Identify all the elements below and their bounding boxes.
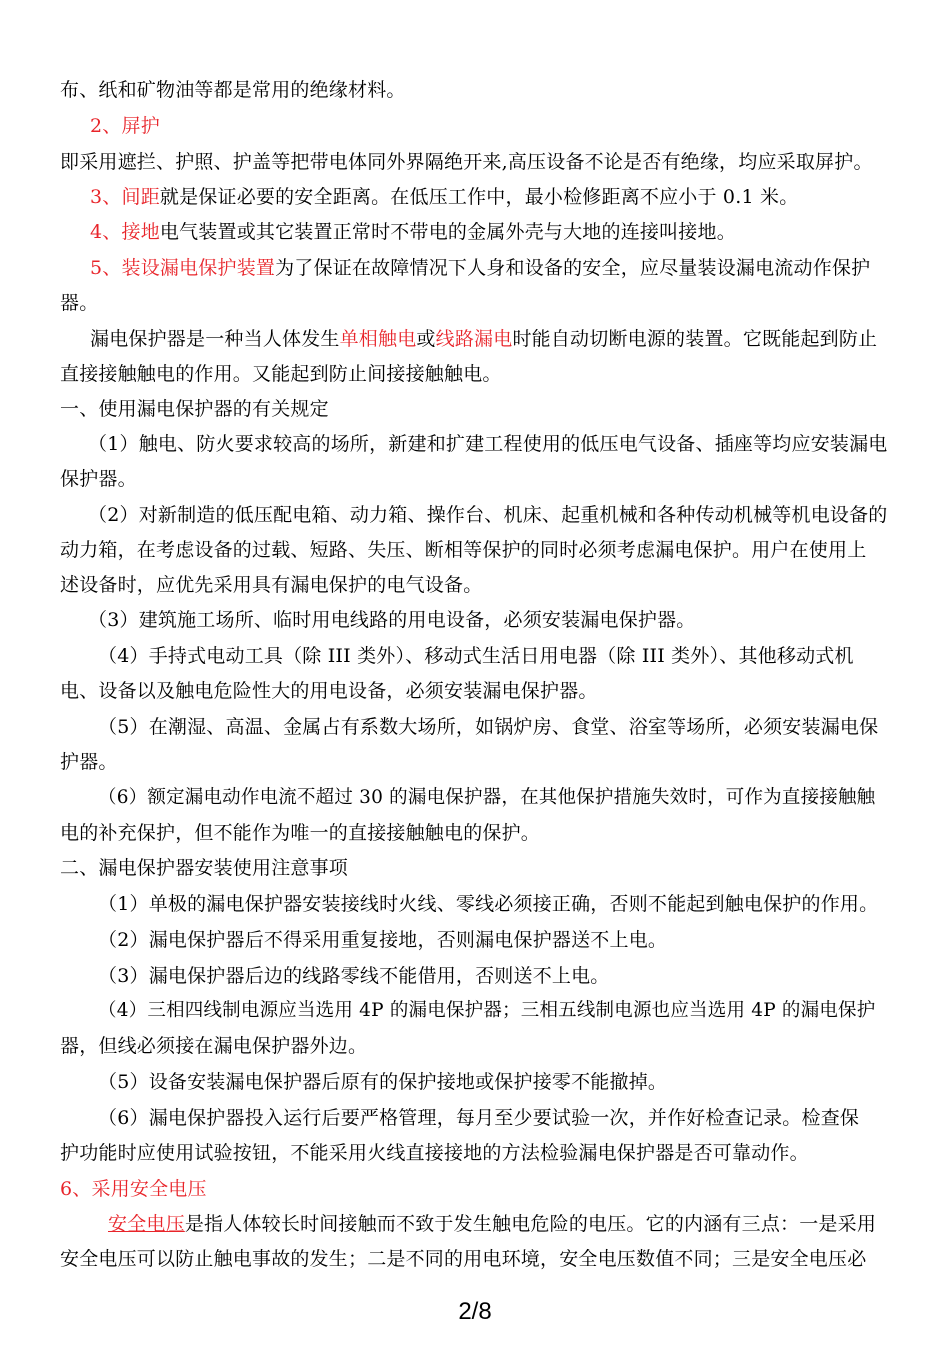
body-text: （1）单极的漏电保护器安装接线时火线、零线必须接正确，否则不能起到触电保护的作用。 xyxy=(98,893,879,915)
body-text: （2）漏电保护器后不得采用重复接地，否则漏电保护器送不上电。 xyxy=(98,929,668,951)
text-line xyxy=(60,362,502,386)
highlight-text: 5、装设漏电保护装置 xyxy=(90,257,276,279)
highlight-text: 3、间距 xyxy=(90,186,160,208)
body-text: （3）建筑施工场所、临时用电线路的用电设备，必须安装漏电保护器。 xyxy=(88,609,696,631)
body-text: 安全电压可以防止触电事故的发生；二是不同的用电环境，安全电压数值不同；三是安全电压必 xyxy=(60,1248,867,1270)
text-line xyxy=(90,185,798,209)
text-line xyxy=(60,1141,809,1165)
body-text: 电、设备以及触电危险性大的用电设备，必须安装漏电保护器。 xyxy=(60,680,598,702)
body-text: 或 xyxy=(416,328,436,350)
text-line xyxy=(60,397,329,421)
text-line xyxy=(88,608,696,632)
text-line xyxy=(98,928,667,952)
highlight-text: 6、采用安全电压 xyxy=(60,1178,207,1200)
body-text: 保护器。 xyxy=(60,468,137,490)
body-text: （6）漏电保护器投入运行后要严格管理，每月至少要试验一次，并作好检查记录。检查保 xyxy=(98,1107,860,1129)
body-text: 电气装置或其它装置正常时不带电的金属外壳与大地的连接叫接地。 xyxy=(159,221,736,243)
text-line xyxy=(90,327,877,351)
body-text: 二、漏电保护器安装使用注意事项 xyxy=(60,857,349,879)
text-line xyxy=(60,1177,207,1201)
highlight-text: 单相触电 xyxy=(339,328,417,350)
body-text: （3）漏电保护器后边的线路零线不能借用，否则送不上电。 xyxy=(98,965,610,987)
body-text: 一、使用漏电保护器的有关规定 xyxy=(60,398,329,420)
text-line xyxy=(98,1106,859,1130)
text-line xyxy=(60,750,118,774)
text-line xyxy=(98,999,875,1023)
body-text: （5）设备安装漏电保护器后原有的保护接地或保护接零不能撤掉。 xyxy=(98,1071,668,1093)
body-text: 护功能时应使用试验按钮，不能采用火线直接接地的方法检验漏电保护器是否可靠动作。 xyxy=(60,1142,809,1164)
text-line xyxy=(60,78,406,102)
body-text: （1）触电、防火要求较高的场所，新建和扩建工程使用的低压电气设备、插座等均应安装漏电 xyxy=(88,433,888,455)
text-line xyxy=(98,786,875,810)
text-line xyxy=(60,679,598,703)
body-text: （5）在潮湿、高温、金属占有系数大场所，如锅炉房、食堂、浴室等场所，必须安装漏电保 xyxy=(98,716,879,738)
body-text: 是指人体较长时间接触而不致于发生触电危险的电压。它的内涵有三点：一是采用 xyxy=(184,1213,877,1235)
text-line xyxy=(90,114,160,138)
body-text: 为了保证在故障情况下人身和设备的安全，应尽量装设漏电流动作保护 xyxy=(275,257,871,279)
text-line xyxy=(60,1034,367,1058)
body-text: 直接接触触电的作用。又能起到防止间接接触触电。 xyxy=(60,363,502,385)
body-text: 电的补充保护，但不能作为唯一的直接接触触电的保护。 xyxy=(60,822,541,844)
text-line xyxy=(98,715,878,739)
body-text: 述设备时，应优先采用具有漏电保护的电气设备。 xyxy=(60,574,483,596)
text-line xyxy=(60,821,540,845)
body-text: 时能自动切断电源的装置。它既能起到防止 xyxy=(512,328,878,350)
body-text: （4）手持式电动工具（除 III 类外）、移动式生活日用电器（除 III 类外）、其他移动式机 xyxy=(98,645,854,667)
text-line xyxy=(60,856,348,880)
text-line xyxy=(60,467,137,491)
text-line xyxy=(60,1247,866,1271)
page-number: 2/8 xyxy=(458,1298,492,1325)
body-text: （6）额定漏电动作电流不超过 30 的漏电保护器，在其他保护措施失效时，可作为直接接触触 xyxy=(98,787,876,808)
body-text: 漏电保护器是一种当人体发生 xyxy=(90,328,340,350)
body-text: （2）对新制造的低压配电箱、动力箱、操作台、机床、起重机械和各种传动机械等机电设备的 xyxy=(88,504,888,526)
text-line xyxy=(60,573,482,597)
highlight-text: 2、屏护 xyxy=(90,115,160,137)
body-text: 护器。 xyxy=(60,751,118,773)
text-line xyxy=(108,1212,876,1236)
text-line xyxy=(98,964,610,988)
body-text: 布、纸和矿物油等都是常用的绝缘材料。 xyxy=(60,79,406,101)
highlight-text: 安全电压 xyxy=(108,1213,185,1235)
body-text: 即采用遮拦、护照、护盖等把带电体同外界隔绝开来,高压设备不论是否有绝缘，均应采取屏护。 xyxy=(60,151,873,173)
text-line xyxy=(88,503,888,527)
body-text: 器，但线必须接在漏电保护器外边。 xyxy=(60,1035,368,1057)
text-line xyxy=(90,220,736,244)
text-line xyxy=(60,291,98,315)
text-line xyxy=(98,1070,667,1094)
highlight-text: 4、接地 xyxy=(90,221,160,243)
text-line xyxy=(88,432,888,456)
text-line xyxy=(98,892,878,916)
body-text: 动力箱，在考虑设备的过载、短路、失压、断相等保护的同时必须考虑漏电保护。用户在使用上 xyxy=(60,539,867,561)
body-text: 就是保证必要的安全距离。在低压工作中，最小检修距离不应小于 0.1 米。 xyxy=(159,186,799,208)
text-line xyxy=(60,150,873,174)
text-line xyxy=(60,538,866,562)
body-text: 器。 xyxy=(60,292,99,314)
text-line xyxy=(90,256,870,280)
text-line xyxy=(98,644,854,668)
highlight-text: 线路漏电 xyxy=(435,328,513,350)
body-text: （4）三相四线制电源应当选用 4P 的漏电保护器；三相五线制电源也应当选用 4P 的漏电保护 xyxy=(98,1000,876,1021)
